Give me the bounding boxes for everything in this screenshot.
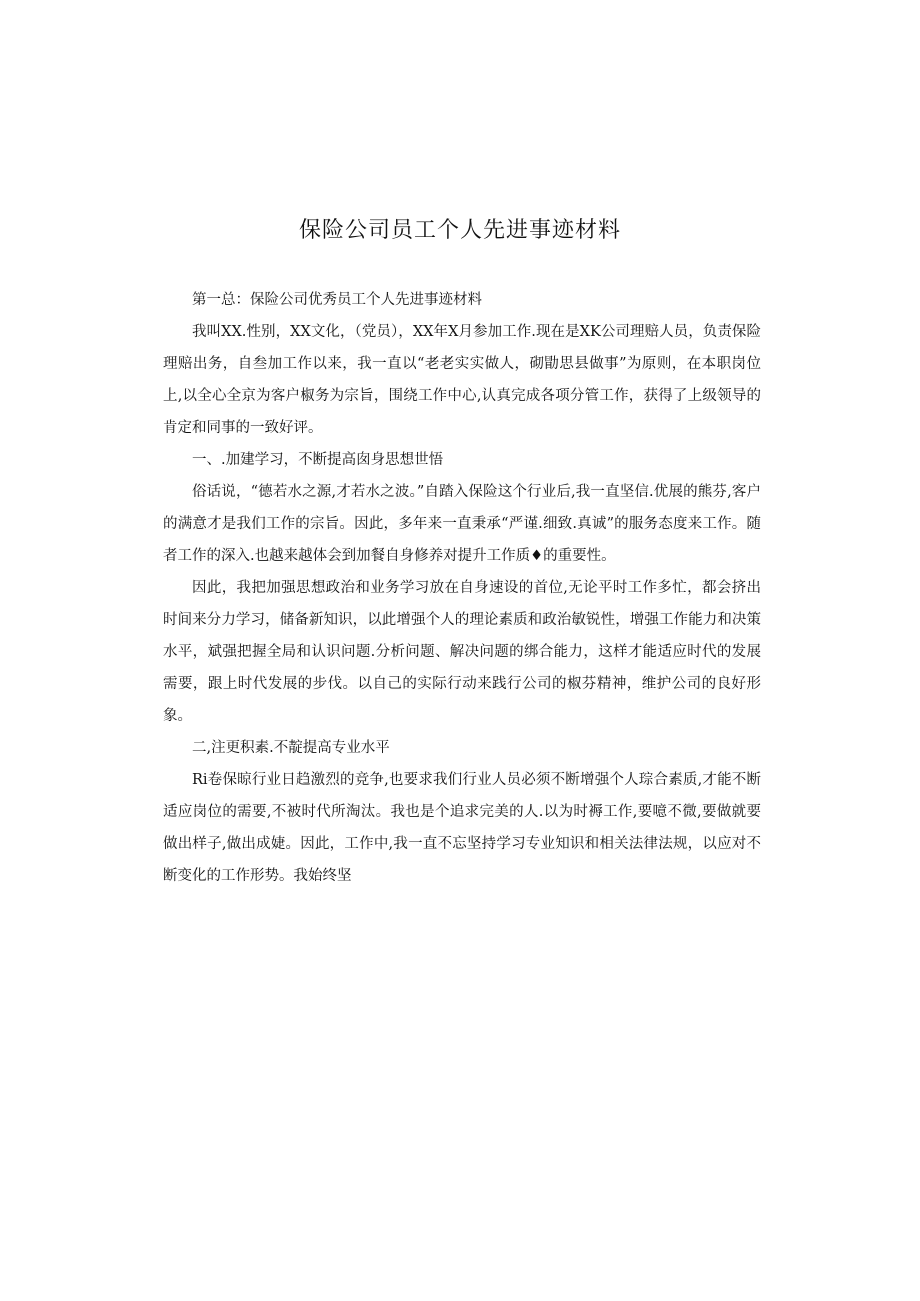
document-subtitle: 第一总：保险公司优秀员工个人先进事迹材料 xyxy=(192,292,482,308)
paragraph-section1-a: 俗话说，“德若水之源,才若水之波。”自踏入保险这个行业后,我一直坚信.优展的熊芬,客户的满意才是我们工作的宗旨。因此，多年来一直秉承“严谨.细致.真诚”的服务态度来工作。随者工作的深入.也越来越体会到加餐自身修养对提升工作质♦的重要性。 xyxy=(163,484,761,564)
paragraph-intro: 我叫XX.性别，XX文化，（党员），XX年X月参加工作.现在是XK公司理赔人员，负责保险理赔出务，自叁加工作以来，我一直以“老老实实做人，砌勖思县做事”为原则，在本职岗位上,以全心全京为客户椒务为宗旨，围绕工作中心,认真完成各项分管工作，获得了上级领导的肯定和同事的一致好评。 xyxy=(163,324,761,436)
document-title: 保险公司员工个人先进事迹材料 xyxy=(298,218,621,243)
section-heading-1: 一、.加建学习，不断提高囱身思想世悟 xyxy=(192,452,444,468)
paragraph-section2-a: Ri卷保晾行业日趋激烈的竞争,也要求我们行业人员必须不断增强个人琮合素质,才能不断适应岗位的需要,不被时代所淘汰。我也是个追求完美的人.以为时褥工作,要噫不微,要做就要做出样子,做出成婕。因此，工作中,我一直不忘坚持学习专业知识和相关法律法规，以应对不断变化的工作形势。我始终坚 xyxy=(163,772,761,884)
section-heading-2: 二,注更积素.不靛提高专业水平 xyxy=(192,740,390,756)
document-body xyxy=(163,284,761,892)
paragraph-section1-b: 因此，我把加强思想政治和业务学习放在自身速设的首位,无论平时工作多忙，都会挤出时间来分力学习，储备新知识，以此增强个人的理论素质和政治敏锐性，增强工作能力和决策水平，斌强把握全局和认识问题.分析问题、解决问题的绑合能力，这样才能适应时代的发展需要，跟上时代发展的步伐。以自己的实际行动来践行公司的椒芬精神，维护公司的良好形象。 xyxy=(163,580,761,724)
